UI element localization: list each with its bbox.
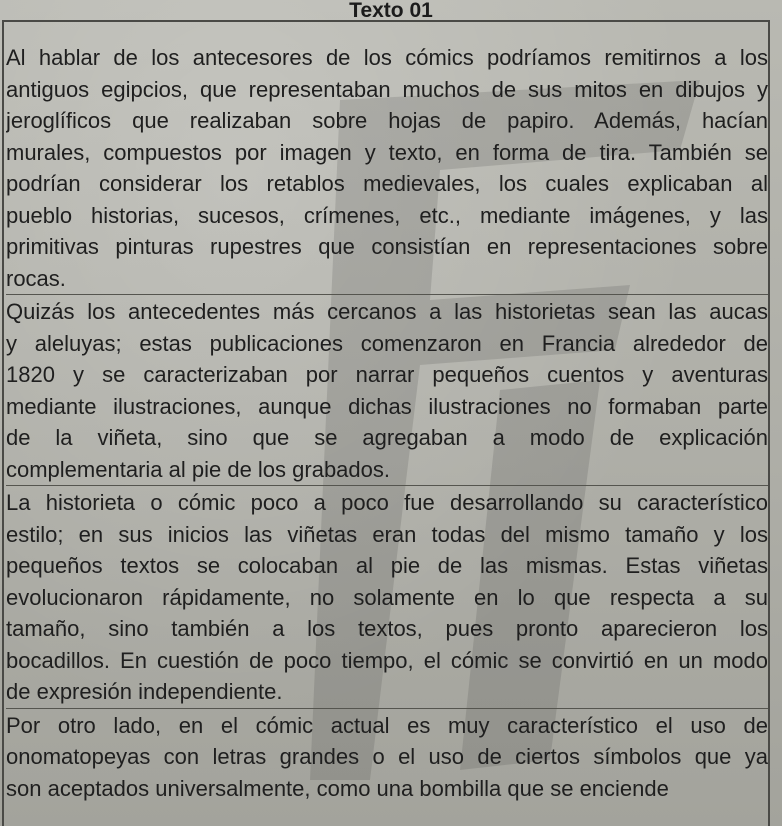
paragraph-line: Por otro lado, en el cómic actual es muy característico el uso de <box>6 712 768 738</box>
paragraph-line: complementaria al pie de los grabados. <box>6 456 391 482</box>
paragraph-line: antiguos egipcios, que representaban muchos de sus mitos en dibujos y <box>6 76 768 102</box>
paragraph-line: murales, compuestos por imagen y texto, en forma de tira. También se <box>6 139 768 165</box>
paragraph-line: podrían considerar los retablos medievales, los cuales explicaban al <box>6 171 768 196</box>
paragraph-line: mediante ilustraciones, aunque dichas ilustraciones no formaban parte <box>6 393 768 419</box>
paragraph <box>6 710 768 805</box>
paragraph-line: de expresión independiente. <box>6 679 283 704</box>
paragraph-line: Al hablar de los antecesores de los cómics podríamos remitirnos a los <box>6 45 768 70</box>
paragraph-line: La historieta o cómic poco a poco fue desarrollando su característico <box>6 490 768 515</box>
paragraph-line: bocadillos. En cuestión de poco tiempo, el cómic se convirtió en un modo <box>6 647 768 673</box>
paragraph-line: Quizás los antecedentes más cercanos a las historietas sean las aucas <box>6 299 768 324</box>
paragraph-line: onomatopeyas con letras grandes o el uso de ciertos símbolos que ya <box>6 744 768 769</box>
paragraph <box>6 487 768 708</box>
paragraph-line: primitivas pinturas rupestres que consistían en representaciones sobre <box>6 234 768 259</box>
paragraph-line: pueblo historias, sucesos, crímenes, etc., mediante imágenes, y las <box>6 202 768 228</box>
paragraph <box>6 42 768 294</box>
paragraph <box>6 296 768 485</box>
paragraph-line: estilo; en sus inicios las viñetas eran todas del mismo tamaño y los <box>6 521 768 547</box>
paragraph-line: son aceptados universalmente, como una bombilla que se enciende <box>6 775 669 801</box>
paragraph-line: de la viñeta, sino que se agregaban a modo de explicación <box>6 425 768 450</box>
paragraph-line: 1820 y se caracterizaban por narrar pequeños cuentos y aventuras <box>6 362 768 387</box>
page-title: Texto 01 <box>349 0 433 22</box>
paragraph-line: y aleluyas; estas publicaciones comenzaron en Francia alrededor de <box>6 330 768 356</box>
paragraph-line: rocas. <box>6 265 66 291</box>
text-body <box>6 42 768 804</box>
paragraph-line: tamaño, sino también a los textos, pues pronto aparecieron los <box>6 616 768 641</box>
paragraph-line: pequeños textos se colocaban al pie de las mismas. Estas viñetas <box>6 553 768 578</box>
paragraph-line: evolucionaron rápidamente, no solamente en lo que respecta a su <box>6 584 768 610</box>
paragraph-line: jeroglíficos que realizaban sobre hojas de papiro. Además, hacían <box>6 108 768 133</box>
